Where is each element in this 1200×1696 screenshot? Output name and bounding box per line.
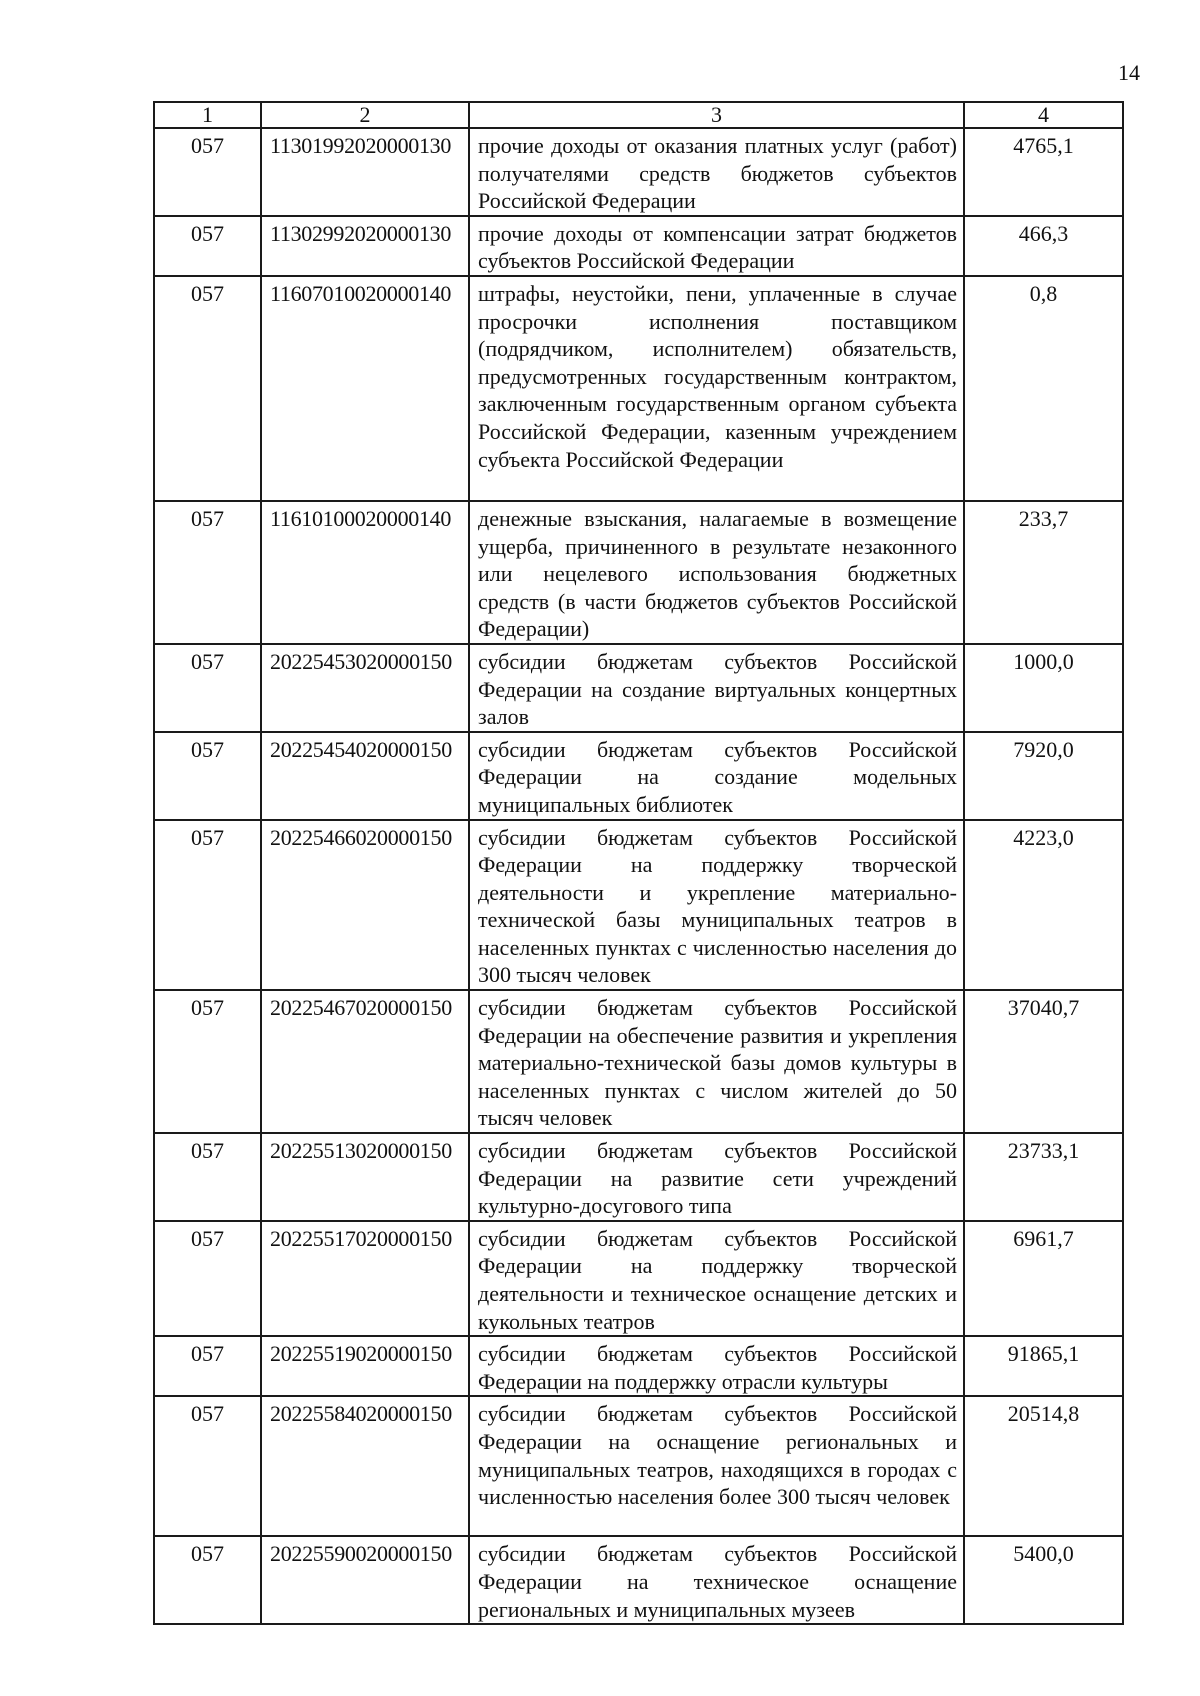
budget-code-cell: 20225454020000150: [261, 732, 469, 820]
header-col-1: 1: [154, 102, 261, 128]
page-number: 14: [1118, 60, 1140, 85]
admin-code-cell: 057: [154, 644, 261, 732]
admin-code-cell: 057: [154, 990, 261, 1133]
budget-code-cell: 20225467020000150: [261, 990, 469, 1133]
amount-cell: 6961,7: [964, 1221, 1123, 1336]
budget-code-cell: 20225590020000150: [261, 1536, 469, 1624]
budget-code-cell: 20225513020000150: [261, 1133, 469, 1221]
amount-cell: 23733,1: [964, 1133, 1123, 1221]
header-col-4: 4: [964, 102, 1123, 128]
table-row: [154, 990, 1123, 1133]
table-header-row: [154, 102, 1123, 128]
revenue-name-cell: субсидии бюджетам субъектов Российской Федерации на создание виртуальных концертных залов: [469, 644, 964, 732]
revenue-name-cell: субсидии бюджетам субъектов Российской Федерации на оснащение региональных и муниципальных театров, находящихся в городах с численностью населения более 300 тысяч человек: [469, 1396, 964, 1536]
amount-cell: 233,7: [964, 501, 1123, 644]
revenue-table: [153, 101, 1124, 1625]
revenue-name-cell: штрафы, неустойки, пени, уплаченные в случае просрочки исполнения поставщиком (подрядчиком, исполнителем) обязательств, предусмотренных государственным контрактом, заключенным государственным органом субъекта Российской Федерации, казенным учреждением субъекта Российской Федерации: [469, 276, 964, 501]
table-row: [154, 820, 1123, 991]
amount-cell: 466,3: [964, 216, 1123, 276]
admin-code-cell: 057: [154, 732, 261, 820]
admin-code-cell: 057: [154, 216, 261, 276]
amount-cell: 20514,8: [964, 1396, 1123, 1536]
budget-code-cell: 11610100020000140: [261, 501, 469, 644]
amount-cell: 5400,0: [964, 1536, 1123, 1624]
admin-code-cell: 057: [154, 501, 261, 644]
admin-code-cell: 057: [154, 276, 261, 501]
budget-code-cell: 11301992020000130: [261, 128, 469, 216]
revenue-name-cell: субсидии бюджетам субъектов Российской Федерации на развитие сети учреждений культурно-досугового типа: [469, 1133, 964, 1221]
table-row: [154, 1336, 1123, 1396]
admin-code-cell: 057: [154, 1536, 261, 1624]
table-row: [154, 1221, 1123, 1336]
revenue-name-cell: субсидии бюджетам субъектов Российской Федерации на поддержку творческой деятельности и техническое оснащение детских и кукольных театров: [469, 1221, 964, 1336]
amount-cell: 1000,0: [964, 644, 1123, 732]
header-col-3: 3: [469, 102, 964, 128]
admin-code-cell: 057: [154, 128, 261, 216]
budget-code-cell: 20225519020000150: [261, 1336, 469, 1396]
revenue-name-cell: прочие доходы от компенсации затрат бюджетов субъектов Российской Федерации: [469, 216, 964, 276]
table-row: [154, 732, 1123, 820]
budget-code-cell: 20225453020000150: [261, 644, 469, 732]
revenue-name-cell: субсидии бюджетам субъектов Российской Федерации на техническое оснащение региональных и муниципальных музеев: [469, 1536, 964, 1624]
revenue-name-cell: прочие доходы от оказания платных услуг (работ) получателями средств бюджетов субъектов Российской Федерации: [469, 128, 964, 216]
admin-code-cell: 057: [154, 820, 261, 991]
table-row: [154, 216, 1123, 276]
revenue-name-cell: субсидии бюджетам субъектов Российской Федерации на создание модельных муниципальных библиотек: [469, 732, 964, 820]
budget-code-cell: 11607010020000140: [261, 276, 469, 501]
revenue-name-cell: субсидии бюджетам субъектов Российской Федерации на поддержку отрасли культуры: [469, 1336, 964, 1396]
revenue-name-text: денежные взыскания, налагаемые в возмещение ущерба, причиненного в результате незаконного или нецелевого использования бюджетных средств (в части бюджетов субъектов Российской Федерации): [478, 505, 957, 642]
admin-code-cell: 057: [154, 1221, 261, 1336]
revenue-name-cell: [469, 501, 964, 644]
header-col-2: 2: [261, 102, 469, 128]
revenue-name-cell: субсидии бюджетам субъектов Российской Федерации на поддержку творческой деятельности и укрепление материально-технической базы муниципальных театров в населенных пунктах с численностью населения до 300 тысяч человек: [469, 820, 964, 991]
admin-code-cell: 057: [154, 1396, 261, 1536]
table-row: [154, 276, 1123, 501]
table-row: [154, 1133, 1123, 1221]
amount-cell: 4765,1: [964, 128, 1123, 216]
table-row: [154, 128, 1123, 216]
table-row: [154, 501, 1123, 644]
budget-code-cell: 20225517020000150: [261, 1221, 469, 1336]
amount-cell: 4223,0: [964, 820, 1123, 991]
budget-code-cell: 20225584020000150: [261, 1396, 469, 1536]
budget-code-cell: 20225466020000150: [261, 820, 469, 991]
amount-cell: 7920,0: [964, 732, 1123, 820]
table-row: [154, 1536, 1123, 1624]
table-row: [154, 1396, 1123, 1536]
admin-code-cell: 057: [154, 1336, 261, 1396]
amount-cell: 0,8: [964, 276, 1123, 501]
revenue-name-cell: субсидии бюджетам субъектов Российской Федерации на обеспечение развития и укрепления материально-технической базы домов культуры в населенных пунктах с числом жителей до 50 тысяч человек: [469, 990, 964, 1133]
admin-code-cell: 057: [154, 1133, 261, 1221]
amount-cell: 37040,7: [964, 990, 1123, 1133]
table-row: [154, 644, 1123, 732]
budget-code-cell: 11302992020000130: [261, 216, 469, 276]
amount-cell: 91865,1: [964, 1336, 1123, 1396]
